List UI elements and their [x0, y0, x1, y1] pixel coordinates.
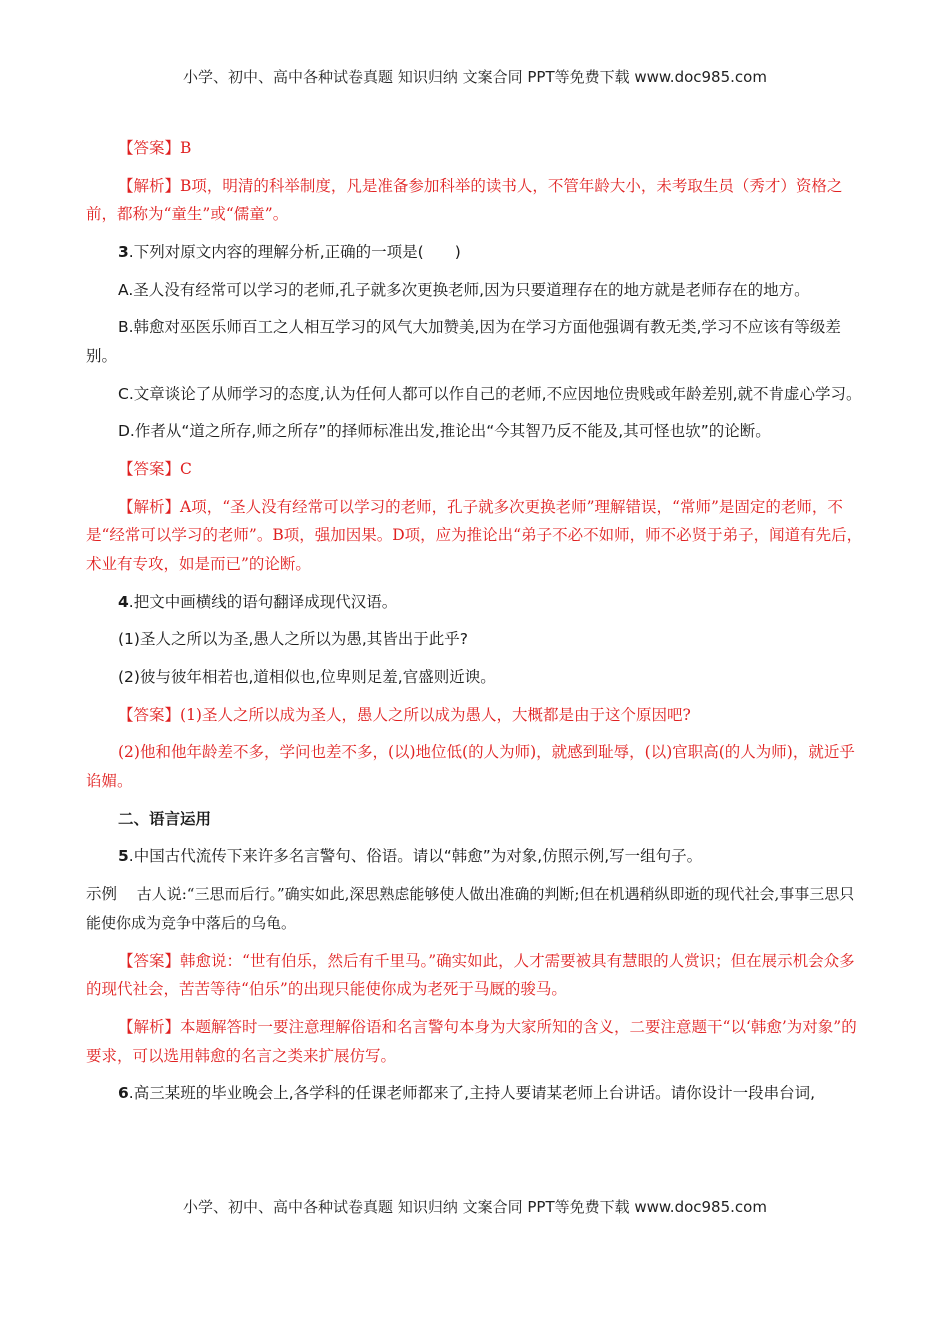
analysis-q2: 【解析】B项，明清的科举制度，凡是准备参加科举的读书人，不管年龄大小，未考取生员（秀才）资格之前，都称为“童生”或“儒童”。: [86, 176, 843, 224]
question-4: 4.把文中画横线的语句翻译成现代汉语。: [118, 592, 398, 611]
answer-tag: 【答案】: [118, 705, 181, 724]
answer-tag: 【答案】: [118, 460, 181, 479]
question-4-item-1: (1)圣人之所以为圣,愚人之所以为愚,其皆出于此乎?: [118, 630, 469, 649]
question-5: 5.中国古代流传下来许多名言警句、俗语。请以“韩愈”为对象,仿照示例,写一组句子。: [118, 847, 703, 866]
answer-q4: 【答案】(1)圣人之所以成为圣人，愚人之所以成为愚人，大概都是由于这个原因吧?: [118, 705, 691, 724]
question-6: 6.高三某班的毕业晚会上,各学科的任课老师都来了,主持人要请某老师上台讲话。请你设计一段串台词,: [118, 1084, 816, 1103]
analysis-tag: 【解析】: [118, 176, 181, 195]
example-label: 示例: [86, 885, 118, 904]
section-heading: 二、语言运用: [118, 809, 212, 828]
answer-tag: 【答案】: [118, 139, 181, 157]
question-3: 3.下列对原文内容的理解分析,正确的一项是( ): [118, 243, 461, 262]
page-header: 小学、初中、高中各种试卷真题 知识归纳 文案合同 PPT等免费下载 www.doc985.com: [183, 68, 767, 86]
option-3b: B.韩愈对巫医乐师百工之人相互学习的风气大加赞美,因为在学习方面他强调有教无类,学习不应该有等级差别。: [86, 318, 841, 366]
answer-q5: 【答案】韩愈说：“世有伯乐，然后有千里马。”确实如此，人才需要被具有慧眼的人赏识；但在展示机会众多的现代社会，苦苦等待“伯乐”的出现只能使你成为老死于马厩的骏马。: [86, 951, 855, 999]
document-body: [86, 134, 866, 1117]
analysis-tag: 【解析】: [118, 1017, 181, 1036]
analysis-q3: 【解析】A项，“圣人没有经常可以学习的老师，孔子就多次更换老师”理解错误，“常师”是固定的老师，不是“经常可以学习的老师”。B项，强加因果。D项，应为推论出“弟子不必不如师，师不必贤于弟子，闻道有先后，术业有专攻，如是而已”的论断。: [86, 497, 863, 574]
question-4-item-2: (2)彼与彼年相若也,道相似也,位卑则足羞,官盛则近谀。: [118, 668, 496, 687]
answer-q4-part-2: (2)他和他年龄差不多，学问也差不多，(以)地位低(的人为师)，就感到耻辱，(以)官职高(的人为师)，就近乎谄媚。: [86, 743, 855, 791]
option-3d: D.作者从“道之所存,师之所存”的择师标准出发,推论出“今其智乃反不能及,其可怪也欤”的论断。: [118, 422, 771, 441]
answer-q2: 【答案】B: [118, 139, 192, 157]
page-footer: 小学、初中、高中各种试卷真题 知识归纳 文案合同 PPT等免费下载 www.doc985.com: [183, 1198, 767, 1216]
option-3a: A.圣人没有经常可以学习的老师,孔子就多次更换老师,因为只要道理存在的地方就是老师存在的地方。: [118, 280, 810, 299]
answer-tag: 【答案】: [118, 951, 181, 970]
analysis-tag: 【解析】: [118, 497, 181, 516]
answer-q3: 【答案】C: [118, 460, 192, 479]
example-5: 示例 古人说:“三思而后行。”确实如此,深思熟虑能够使人做出准确的判断;但在机遇稍纵即逝的现代社会,事事三思只能使你成为竞争中落后的乌龟。: [86, 885, 855, 932]
option-3c: C.文章谈论了从师学习的态度,认为任何人都可以作自己的老师,不应因地位贵贱或年龄差别,就不肯虚心学习。: [118, 384, 862, 403]
analysis-q5: 【解析】本题解答时一要注意理解俗语和名言警句本身为大家所知的含义，二要注意题干“以‘韩愈’为对象”的要求，可以选用韩愈的名言之类来扩展仿写。: [86, 1017, 857, 1065]
